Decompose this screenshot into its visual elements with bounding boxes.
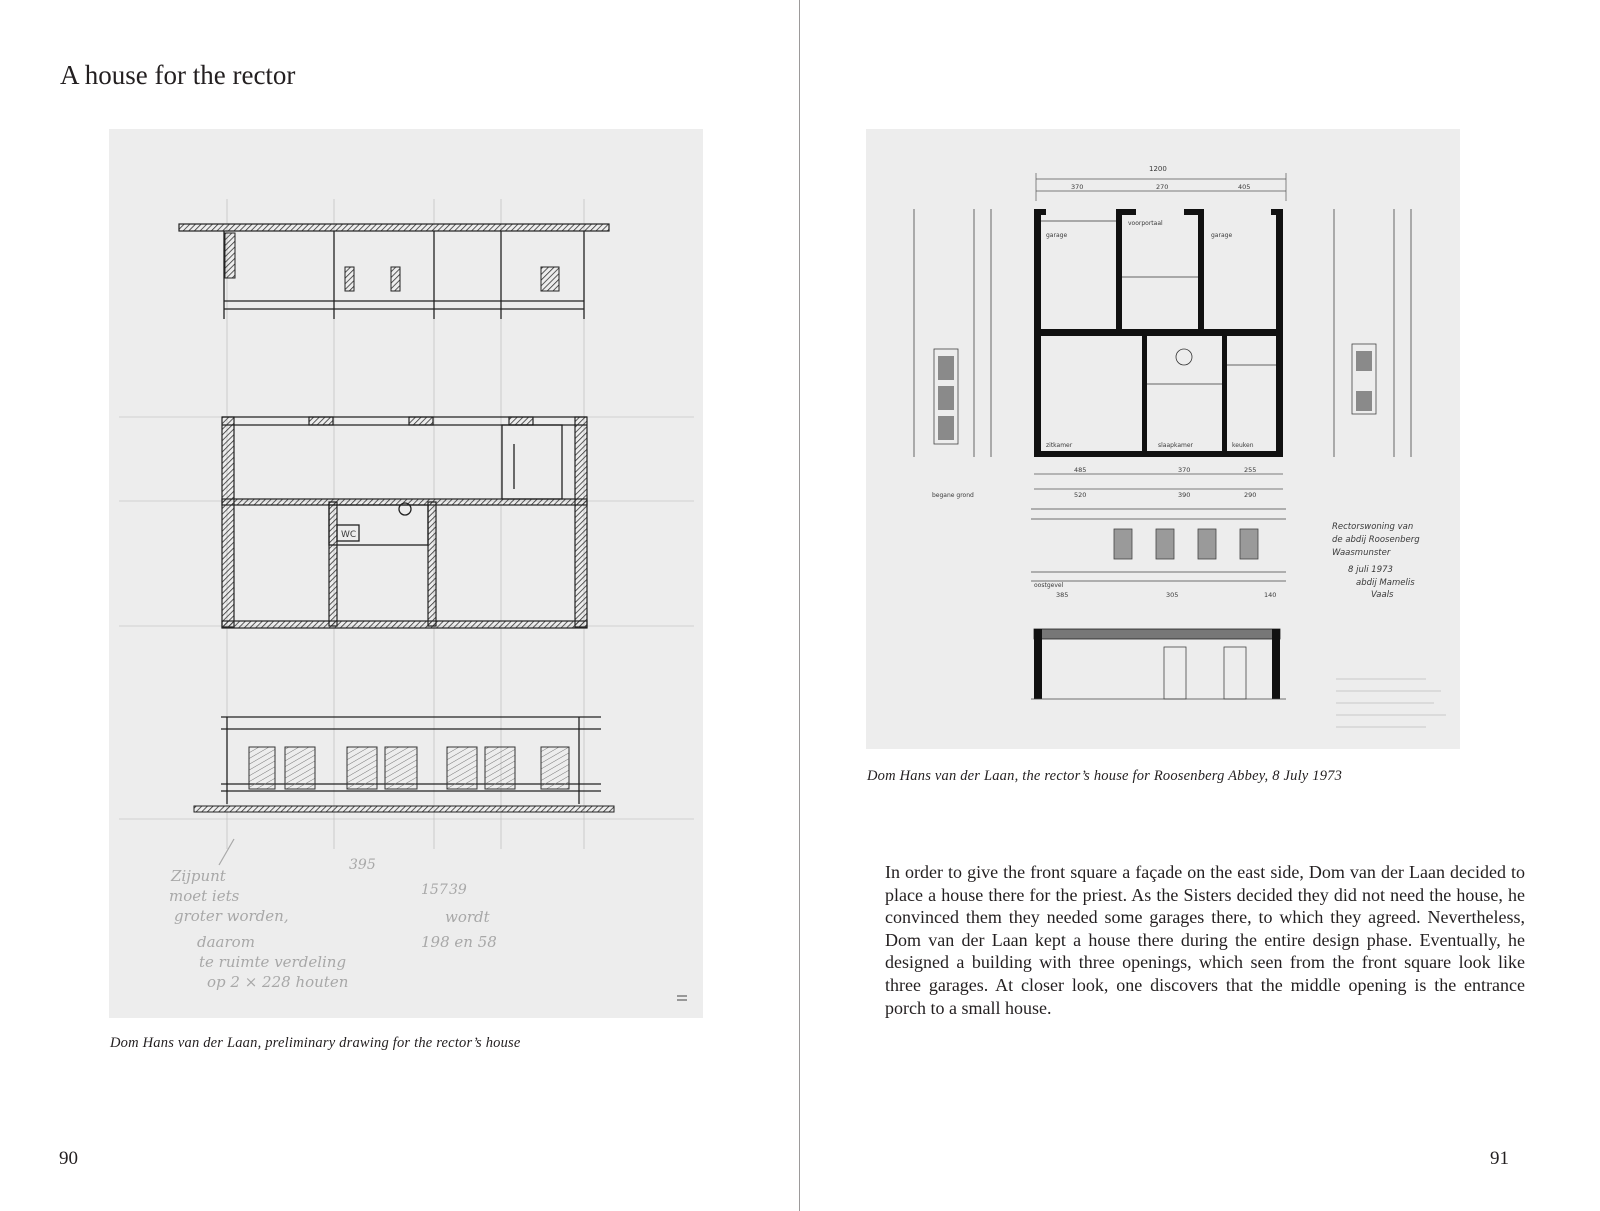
top-dim-3: 405 — [1238, 183, 1251, 191]
rectors-house-drawing-image — [866, 129, 1460, 749]
pencil-note-line-5: te ruimte verdeling — [199, 953, 347, 971]
title-block-line-1: Rectorswoning van — [1332, 522, 1414, 532]
plan-label: begane grond — [932, 492, 974, 499]
top-dim-2: 270 — [1156, 183, 1169, 191]
pencil-right-line-1: wordt — [445, 908, 490, 926]
title-block-line-4: 8 juli 1973 — [1348, 565, 1393, 575]
preliminary-drawing-sketch — [109, 129, 703, 1018]
title-block-line-6: Vaals — [1371, 590, 1394, 600]
elevation-label: oostgevel — [1034, 582, 1064, 589]
pencil-note-line-1: Zijpunt — [171, 867, 226, 885]
room-label-2: voorportaal — [1128, 220, 1163, 227]
title-block-line-5: abdij Mamelis — [1356, 578, 1415, 588]
title-block-line-3: Waasmunster — [1332, 548, 1391, 558]
pencil-note-line-3: groter worden, — [174, 907, 289, 925]
overall-width-dim: 1200 — [1149, 165, 1167, 173]
pencil-note-line-2: moet iets — [169, 887, 240, 905]
room-label-5: slaapkamer — [1158, 442, 1194, 449]
bottom-dim-a2: 370 — [1178, 466, 1191, 474]
room-label-1: garage — [1046, 232, 1068, 239]
room-label-4: zitkamer — [1046, 442, 1073, 449]
right-figure-caption: Dom Hans van der Laan, the rector’s house for Roosenberg Abbey, 8 July 1973 — [867, 768, 1343, 784]
bottom-dim-a3: 255 — [1244, 466, 1257, 474]
pencil-note-line-6: op 2 × 228 houten — [207, 973, 349, 991]
chapter-title: A house for the rector — [60, 60, 296, 90]
pencil-note-line-4: daarom — [197, 933, 255, 951]
room-label-3: garage — [1211, 232, 1233, 239]
number-note-a: 157 — [421, 882, 448, 898]
section-dim-2: 305 — [1166, 591, 1179, 599]
bottom-dim-b3: 290 — [1244, 491, 1257, 499]
wc-label: WC — [341, 530, 357, 540]
section-dim-1: 385 — [1056, 591, 1069, 599]
right-page — [800, 0, 1600, 1211]
dimension-note: 395 — [349, 857, 376, 873]
number-note-b: 39 — [449, 882, 467, 898]
pencil-right-line-2: 198 en 58 — [421, 933, 497, 951]
section-dim-3: 140 — [1264, 591, 1277, 599]
bottom-dim-b1: 520 — [1074, 491, 1087, 499]
rectors-house-plan — [866, 129, 1460, 749]
body-paragraph: In order to give the front square a façade on the east side, Dom van der Laan decided to place a house there for the priest. As the Sisters decided they did not need the house, he convinced them they needed some garages there, to which they agreed. Nevertheless, Dom van der Laan kept a house there during the entire design phase. Eventually, he designed a building with three openings, which seen from the front square look like three garages. At closer look, one discovers that the middle opening is the entrance porch to a small house. — [885, 862, 1525, 1018]
bottom-dim-a1: 485 — [1074, 466, 1087, 474]
left-page — [0, 0, 799, 1211]
top-dim-1: 370 — [1071, 183, 1084, 191]
page-number-right: 91 — [1490, 1148, 1509, 1169]
title-block-line-2: de abdij Roosenberg — [1332, 535, 1420, 545]
left-figure-caption: Dom Hans van der Laan, preliminary drawing for the rector’s house — [110, 1035, 521, 1051]
preliminary-drawing-image — [109, 129, 703, 1018]
bottom-dim-b2: 390 — [1178, 491, 1191, 499]
page-number-left: 90 — [59, 1148, 78, 1169]
room-label-6: keuken — [1232, 442, 1254, 449]
